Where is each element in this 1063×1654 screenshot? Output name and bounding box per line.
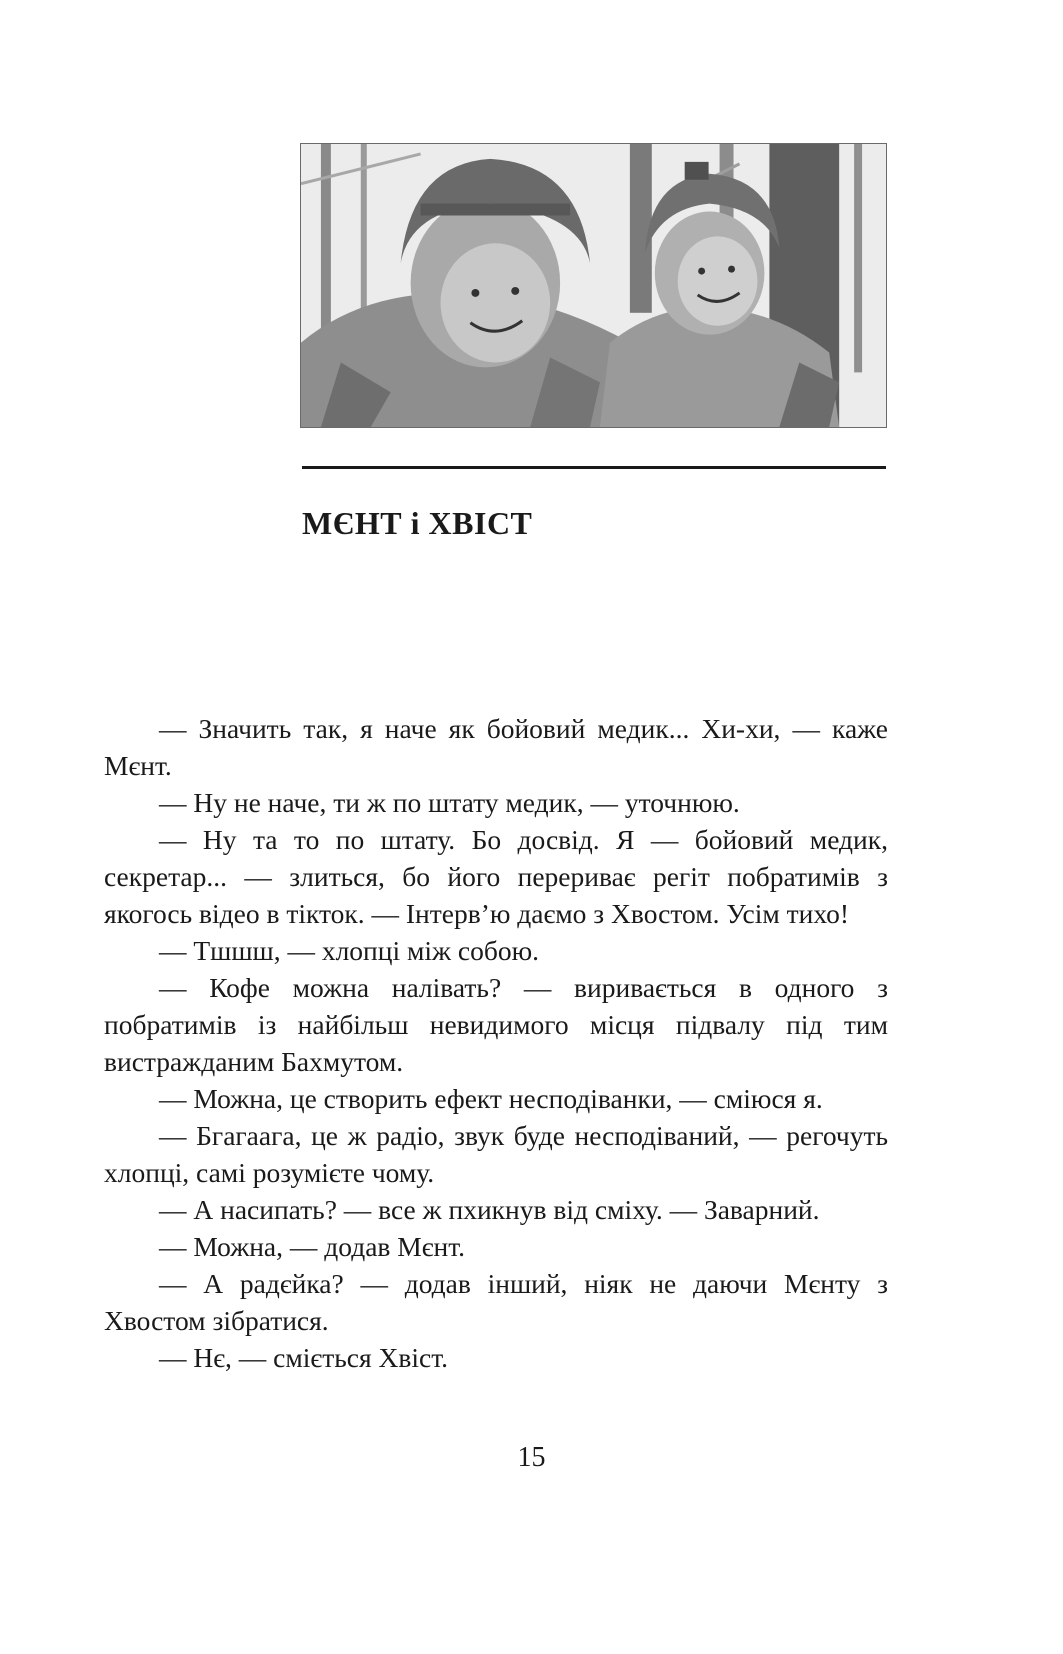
body-text [104,710,888,1376]
paragraph: — Ну та то по штату. Бо досвід. Я — бойовий медик, секретар... — злиться, бо його перериває регіт побратимів з якогось відео в тікток. — Інтерв’ю даємо з Хвостом. Усім тихо! [104,824,888,929]
page-number: 15 [517,1442,546,1473]
paragraph: — Тшшш, — хлопці між собою. [159,935,540,966]
chapter-photo [300,143,887,428]
photo-icon [301,144,886,427]
paragraph: — Можна, — додав Мєнт. [159,1231,466,1262]
paragraph: — Ну не наче, ти ж по штату медик, — уточнюю. [159,787,740,818]
paragraph: — Кофе можна налівать? — виривається в одного з побратимів із найбільш невидимого місця підвалу під тим вистражданим Бахмутом. [104,972,888,1077]
paragraph: — А радєйка? — додав інший, ніяк не даючи Мєнту з Хвостом зібратися. [104,1268,888,1336]
paragraph: — Нє, — сміється Хвіст. [159,1342,449,1373]
paragraph: — А насипать? — все ж пхикнув від сміху. — Заварний. [159,1194,820,1225]
divider-rule [302,466,886,469]
paragraph: — Можна, це створить ефект несподіванки, — сміюся я. [159,1083,823,1114]
chapter-title: МЄНТ і ХВІСТ [302,505,533,541]
paragraph: — Бгагаага, це ж радіо, звук буде несподіваний, — регочуть хлопці, самі розумієте чому. [104,1120,888,1188]
paragraph: — Значить так, я наче як бойовий медик... Хи-хи, — каже Мєнт. [104,713,888,781]
